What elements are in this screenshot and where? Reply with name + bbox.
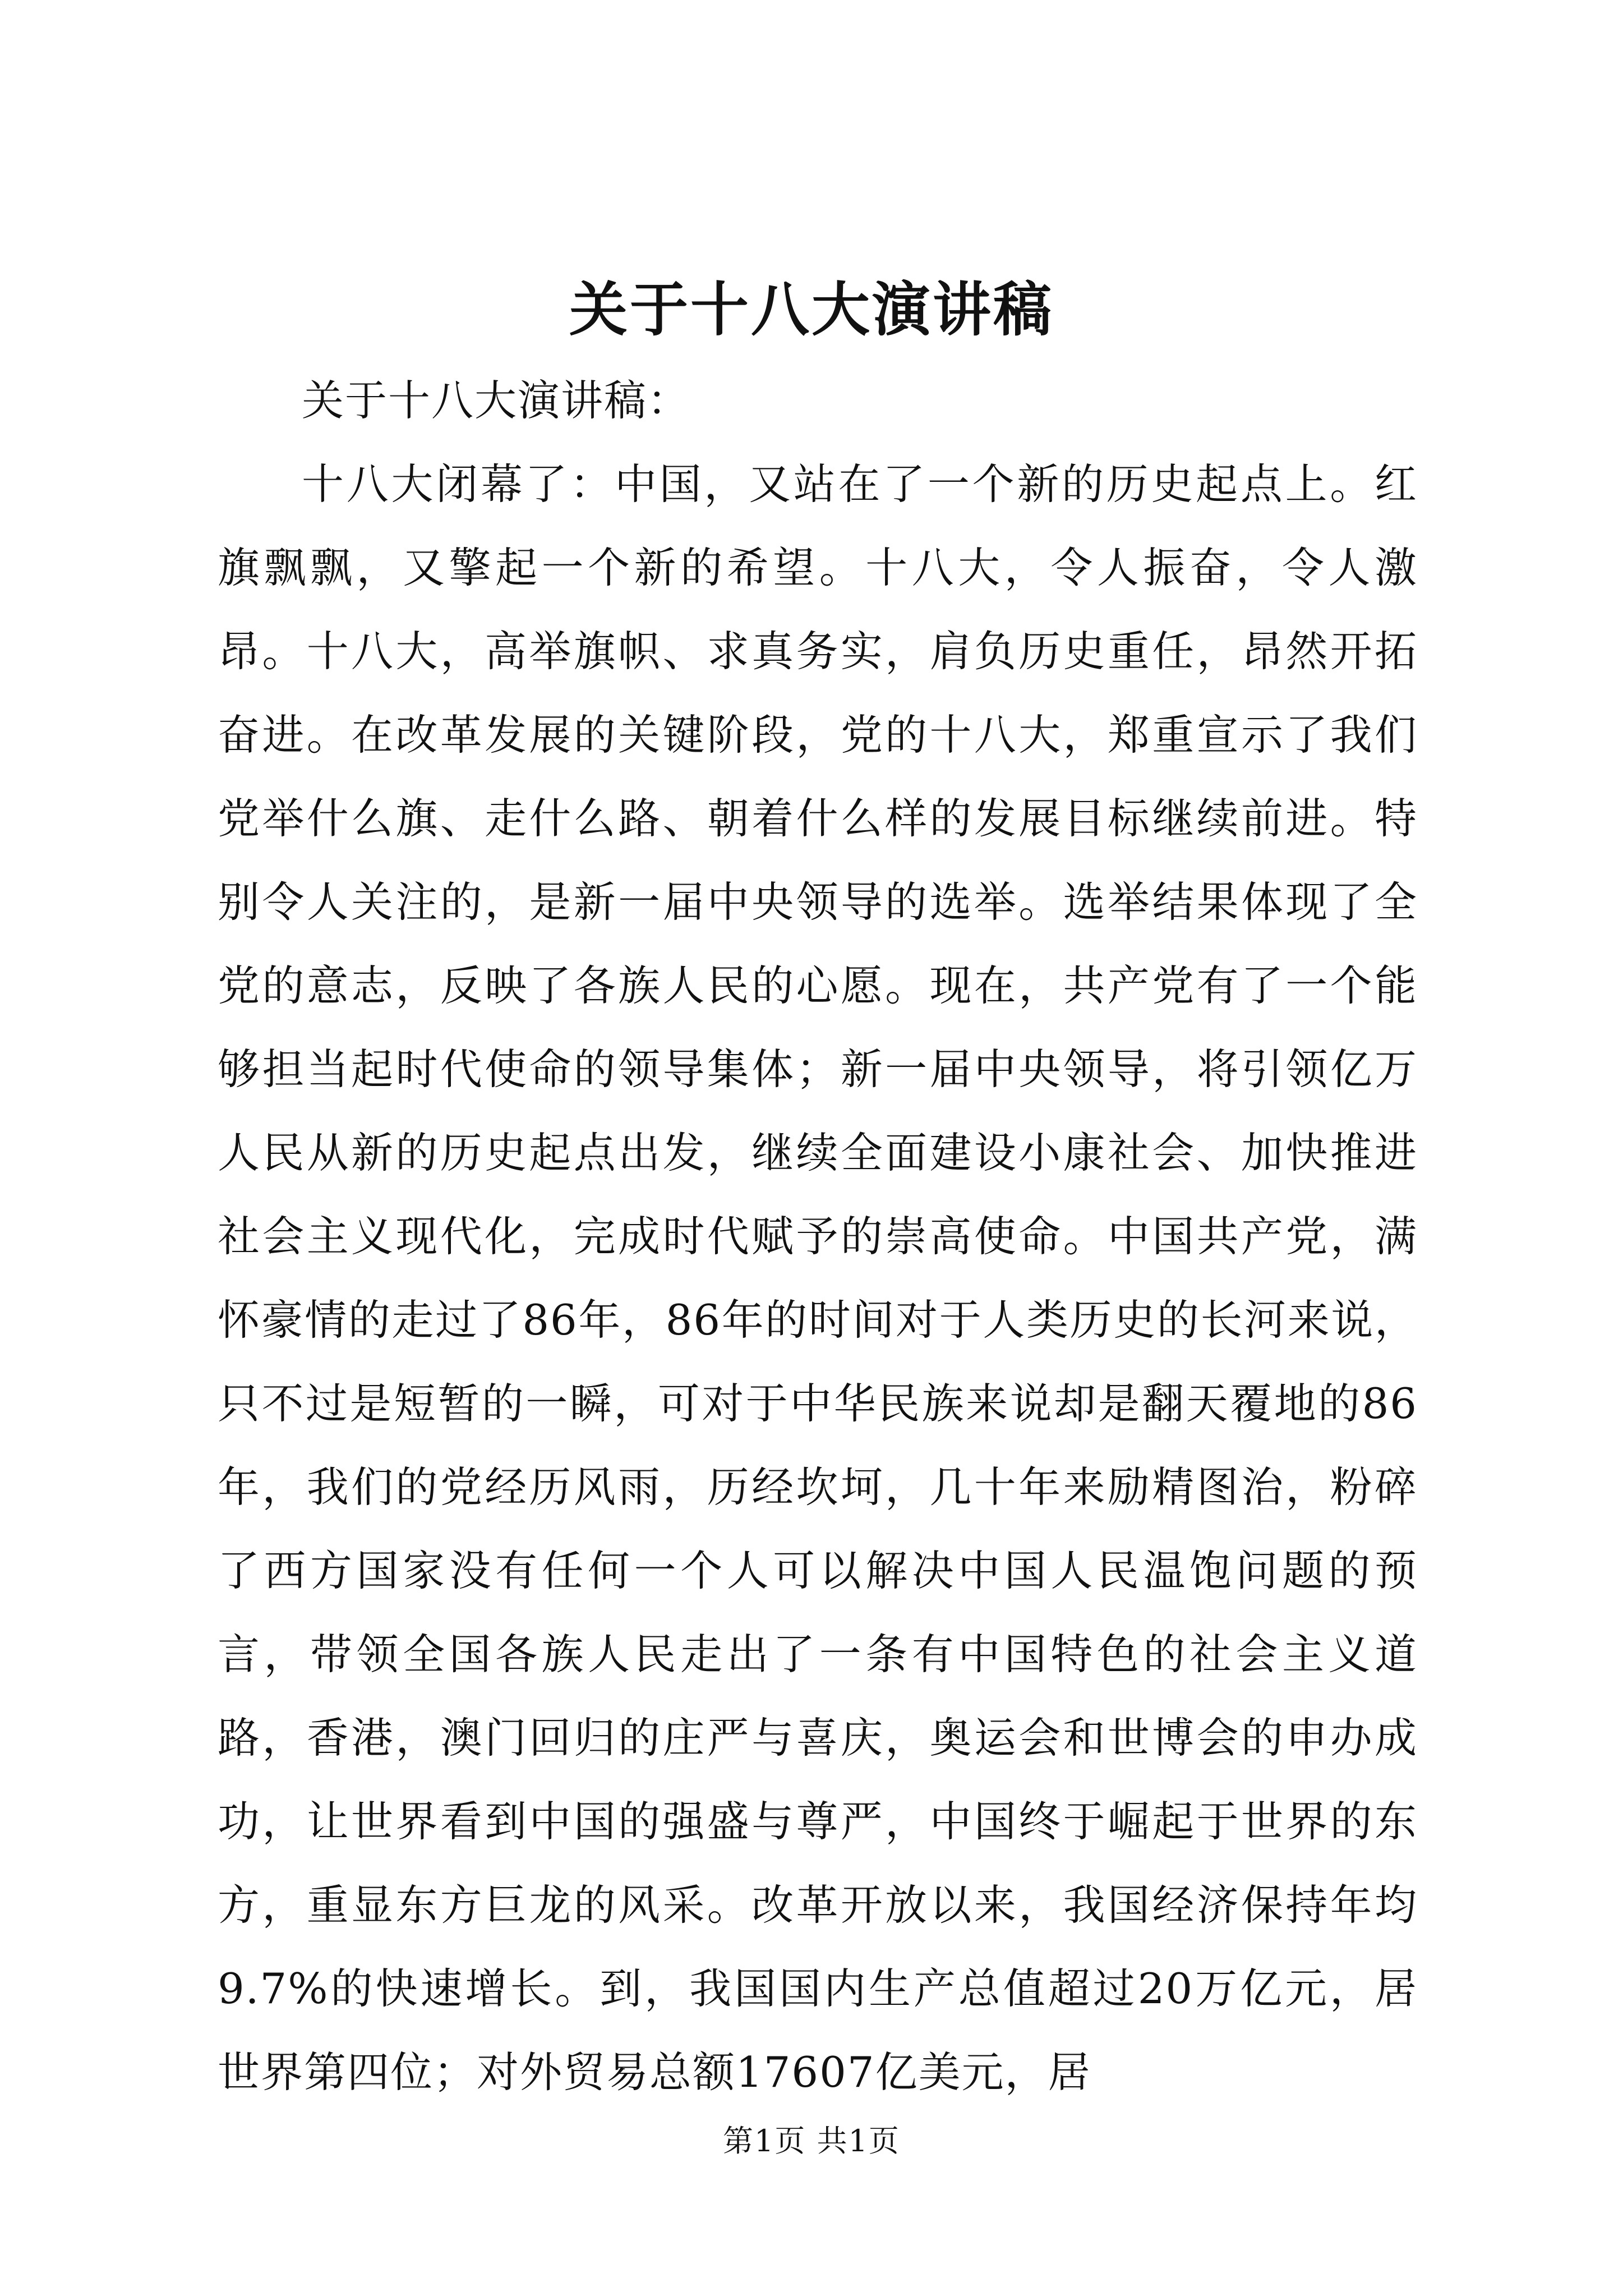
document-title: 关于十八大演讲稿: [569, 275, 1054, 344]
body-paragraph: 十八大闭幕了：中国，又站在了一个新的历史起点上。红旗飘飘，又擎起一个新的希望。十八大，令人振奋，令人激昂。十八大，高举旗帜、求真务实，肩负历史重任，昂然开拓奋进。在改革发展的关键阶段，党的十八大，郑重宣示了我们党举什么旗、走什么路、朝着什么样的发展目标继续前进。特别令人关注的，是新一届中央领导的选举。选举结果体现了全党的意志，反映了各族人民的心愿。现在，共产党有了一个能够担当起时代使命的领导集体；新一届中央领导，将引领亿万人民从新的历史起点出发，继续全面建设小康社会、加快推进社会主义现代化，完成时代赋予的崇高使命。中国共产党，满怀豪情的走过了86年，86年的时间对于人类历史的长河来说，只不过是短暂的一瞬，可对于中华民族来说却是翻天覆地的86年，我们的党经历风雨，历经坎坷，几十年来励精图治，粉碎了西方国家没有任何一个人可以解决中国人民温饱问题的预言，带领全国各族人民走出了一条有中国特色的社会主义道路，香港，澳门回归的庄严与喜庆，奥运会和世博会的申办成功，让世界看到中国的强盛与尊严，中国终于崛起于世界的东方，重显东方巨龙的风采。改革开放以来，我国经济保持年均9.7%的快速增长。到，我国国内生产总值超过20万亿元，居世界第四位；对外贸易总额17607亿美元，居: [218, 459, 1418, 2097]
page-footer: 第1页 共1页: [723, 2123, 900, 2159]
document-body: [218, 359, 1418, 2114]
intro-paragraph: 关于十八大演讲稿：: [302, 376, 691, 425]
